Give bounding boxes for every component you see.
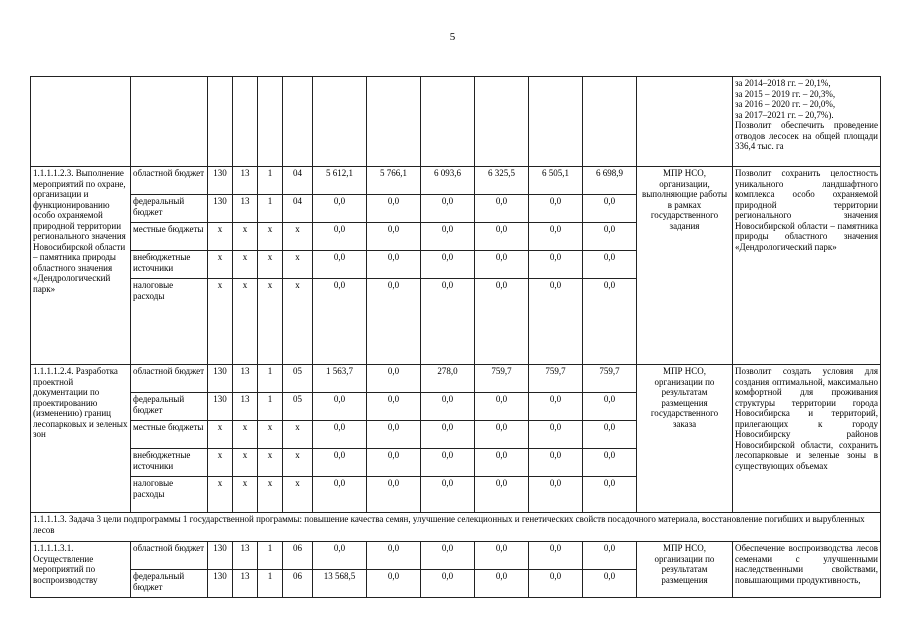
- funding-source: федеральный бюджет: [131, 195, 208, 223]
- code-csr: 06: [283, 570, 313, 598]
- value-cell: 0,0: [367, 570, 421, 598]
- funding-source: местные бюджеты: [131, 223, 208, 251]
- code-rz: 13: [233, 167, 258, 195]
- funding-source: местные бюджеты: [131, 421, 208, 449]
- value-cell: 759,7: [583, 365, 637, 393]
- value-cell: 0,0: [367, 421, 421, 449]
- code-csr: 05: [283, 393, 313, 421]
- code-pr: 1: [258, 195, 283, 223]
- funding-source: федеральный бюджет: [131, 570, 208, 598]
- result-cell: Позволит сохранить целостность уникального ландшафтного комплекса особо охраняемой природной территории регионального значения Новосибирской области – памятника природы областного значения «Дендрологический парк»: [733, 167, 881, 365]
- value-cell: 0,0: [313, 477, 367, 513]
- code-csr: х: [283, 279, 313, 365]
- code-rz: х: [233, 223, 258, 251]
- code-pr: 1: [258, 393, 283, 421]
- value-cell: 6 093,6: [421, 167, 475, 195]
- value-cell: 0,0: [529, 195, 583, 223]
- code-pr: 1: [258, 542, 283, 570]
- measure-name: 1.1.1.1.3.1. Осуществление мероприятий по воспроизводству: [31, 542, 131, 598]
- code-rz: 13: [233, 365, 258, 393]
- value-cell: 278,0: [421, 365, 475, 393]
- value-cell: 6 698,9: [583, 167, 637, 195]
- value-cell: 0,0: [367, 449, 421, 477]
- code-rz: 13: [233, 570, 258, 598]
- value-cell: 0,0: [583, 570, 637, 598]
- code-csr: 04: [283, 167, 313, 195]
- measure-name: 1.1.1.1.2.3. Выполнение мероприятий по охране, организации и функционированию особо охраняемой природной территории регионального значения Новосибирской области – памятника природы областного значения «Дендрологический парк»: [31, 167, 131, 365]
- value-cell: 0,0: [421, 542, 475, 570]
- value-cell: 0,0: [529, 279, 583, 365]
- value-cell: 0,0: [529, 421, 583, 449]
- value-cell: 0,0: [367, 542, 421, 570]
- code-grbs: 130: [208, 393, 233, 421]
- code-pr: х: [258, 279, 283, 365]
- value-cell: 0,0: [529, 393, 583, 421]
- value-cell: 0,0: [529, 477, 583, 513]
- code-pr: х: [258, 477, 283, 513]
- value-cell: 0,0: [313, 251, 367, 279]
- value-cell: 0,0: [529, 570, 583, 598]
- code-csr: х: [283, 421, 313, 449]
- value-cell: 0,0: [475, 223, 529, 251]
- code-pr: х: [258, 421, 283, 449]
- value-cell: 0,0: [475, 421, 529, 449]
- value-cell: 0,0: [421, 251, 475, 279]
- executor-cell: МПР НСО, организации по результатам размещения государственного заказа: [637, 365, 733, 513]
- value-cell: 5 612,1: [313, 167, 367, 195]
- executor-cell: МПР НСО, организации, выполняющие работы в рамках государственного задания: [637, 167, 733, 365]
- code-csr: 05: [283, 365, 313, 393]
- code-grbs: 130: [208, 365, 233, 393]
- funding-source: налоговые расходы: [131, 279, 208, 365]
- value-cell: 0,0: [313, 449, 367, 477]
- value-cell: 0,0: [367, 393, 421, 421]
- task-heading: 1.1.1.1.3. Задача 3 цели подпрограммы 1 государственной программы: повышение качества семян, улучшение селекционных и генетических свойств посадочного материала, восстановление погибших и вырубленных лесов: [31, 513, 881, 542]
- code-rz: 13: [233, 393, 258, 421]
- value-cell: 0,0: [583, 393, 637, 421]
- value-cell: 0,0: [367, 223, 421, 251]
- result-cell: Обеспечение воспроизводства лесов семенами с улучшенными наследственными свойствами, повышающими продуктивность,: [733, 542, 881, 598]
- value-cell: 0,0: [529, 223, 583, 251]
- value-cell: 0,0: [421, 195, 475, 223]
- measure-name: 1.1.1.1.2.4. Разработка проектной документации по проектированию (изменению) границ лесопарковых и зеленых зон: [31, 365, 131, 513]
- value-cell: 0,0: [421, 223, 475, 251]
- value-cell: 0,0: [475, 542, 529, 570]
- code-grbs: х: [208, 279, 233, 365]
- code-rz: х: [233, 421, 258, 449]
- value-cell: 0,0: [367, 365, 421, 393]
- code-rz: х: [233, 279, 258, 365]
- value-cell: 6 325,5: [475, 167, 529, 195]
- code-pr: 1: [258, 167, 283, 195]
- value-cell: 0,0: [529, 251, 583, 279]
- cell-empty: [31, 77, 131, 167]
- code-pr: х: [258, 251, 283, 279]
- value-cell: 0,0: [529, 449, 583, 477]
- value-cell: 0,0: [313, 223, 367, 251]
- value-cell: 759,7: [475, 365, 529, 393]
- code-rz: 13: [233, 195, 258, 223]
- value-cell: 0,0: [475, 477, 529, 513]
- value-cell: 0,0: [583, 477, 637, 513]
- code-grbs: х: [208, 223, 233, 251]
- funding-source: областной бюджет: [131, 542, 208, 570]
- value-cell: 0,0: [367, 251, 421, 279]
- value-cell: 5 766,1: [367, 167, 421, 195]
- value-cell: 0,0: [583, 251, 637, 279]
- value-cell: 0,0: [583, 449, 637, 477]
- code-pr: 1: [258, 570, 283, 598]
- value-cell: 0,0: [529, 542, 583, 570]
- code-grbs: х: [208, 251, 233, 279]
- value-cell: 0,0: [583, 421, 637, 449]
- code-csr: х: [283, 449, 313, 477]
- value-cell: 0,0: [313, 393, 367, 421]
- code-csr: 06: [283, 542, 313, 570]
- continuation-row: [31, 77, 881, 167]
- value-cell: 0,0: [475, 195, 529, 223]
- code-grbs: 130: [208, 167, 233, 195]
- code-rz: х: [233, 251, 258, 279]
- code-grbs: 130: [208, 195, 233, 223]
- funding-source: областной бюджет: [131, 167, 208, 195]
- code-csr: х: [283, 251, 313, 279]
- funding-source: налоговые расходы: [131, 477, 208, 513]
- value-cell: 0,0: [313, 542, 367, 570]
- funding-source: внебюджетные источники: [131, 449, 208, 477]
- result-cell: за 2014–2018 гг. – 20,1%, за 2015 – 2019 гг. – 20,3%, за 2016 – 2020 гг. – 20,0%, за 2017–2021 гг. – 20,7%). Позволит обеспечить проведение отводов лесосек на общей площади 336,4 тыс. га: [733, 77, 881, 167]
- value-cell: 0,0: [583, 195, 637, 223]
- value-cell: 6 505,1: [529, 167, 583, 195]
- value-cell: 0,0: [313, 195, 367, 223]
- code-grbs: х: [208, 449, 233, 477]
- value-cell: 13 568,5: [313, 570, 367, 598]
- value-cell: 0,0: [421, 421, 475, 449]
- result-cell: Позволит создать условия для создания оптимальной, максимально комфортной для проживания структуры территории города Новосибирска и территорий, прилегающих к городу Новосибирску районов Новосибирской области, сохранить лесопарковые и зеленые зоны в существующих объемах: [733, 365, 881, 513]
- code-grbs: х: [208, 477, 233, 513]
- value-cell: 1 563,7: [313, 365, 367, 393]
- value-cell: 0,0: [313, 279, 367, 365]
- code-grbs: 130: [208, 542, 233, 570]
- value-cell: 0,0: [421, 477, 475, 513]
- code-csr: 04: [283, 195, 313, 223]
- code-pr: х: [258, 449, 283, 477]
- code-pr: х: [258, 223, 283, 251]
- value-cell: 0,0: [583, 223, 637, 251]
- page-number: 5: [449, 31, 456, 43]
- value-cell: 0,0: [475, 570, 529, 598]
- value-cell: 0,0: [475, 393, 529, 421]
- value-cell: 759,7: [529, 365, 583, 393]
- code-rz: х: [233, 449, 258, 477]
- value-cell: 0,0: [583, 542, 637, 570]
- code-rz: х: [233, 477, 258, 513]
- value-cell: 0,0: [583, 279, 637, 365]
- value-cell: 0,0: [475, 251, 529, 279]
- value-cell: 0,0: [475, 279, 529, 365]
- code-csr: х: [283, 477, 313, 513]
- code-rz: 13: [233, 542, 258, 570]
- value-cell: 0,0: [313, 421, 367, 449]
- code-csr: х: [283, 223, 313, 251]
- code-grbs: х: [208, 421, 233, 449]
- funding-source: областной бюджет: [131, 365, 208, 393]
- value-cell: 0,0: [475, 449, 529, 477]
- value-cell: 0,0: [367, 195, 421, 223]
- executor-cell: МПР НСО, организации по результатам размещения: [637, 542, 733, 598]
- value-cell: 0,0: [367, 477, 421, 513]
- value-cell: 0,0: [421, 393, 475, 421]
- code-pr: 1: [258, 365, 283, 393]
- value-cell: 0,0: [421, 279, 475, 365]
- value-cell: 0,0: [421, 449, 475, 477]
- value-cell: 0,0: [367, 279, 421, 365]
- funding-source: федеральный бюджет: [131, 393, 208, 421]
- value-cell: 0,0: [421, 570, 475, 598]
- code-grbs: 130: [208, 570, 233, 598]
- program-table: [30, 76, 881, 598]
- funding-source: внебюджетные источники: [131, 251, 208, 279]
